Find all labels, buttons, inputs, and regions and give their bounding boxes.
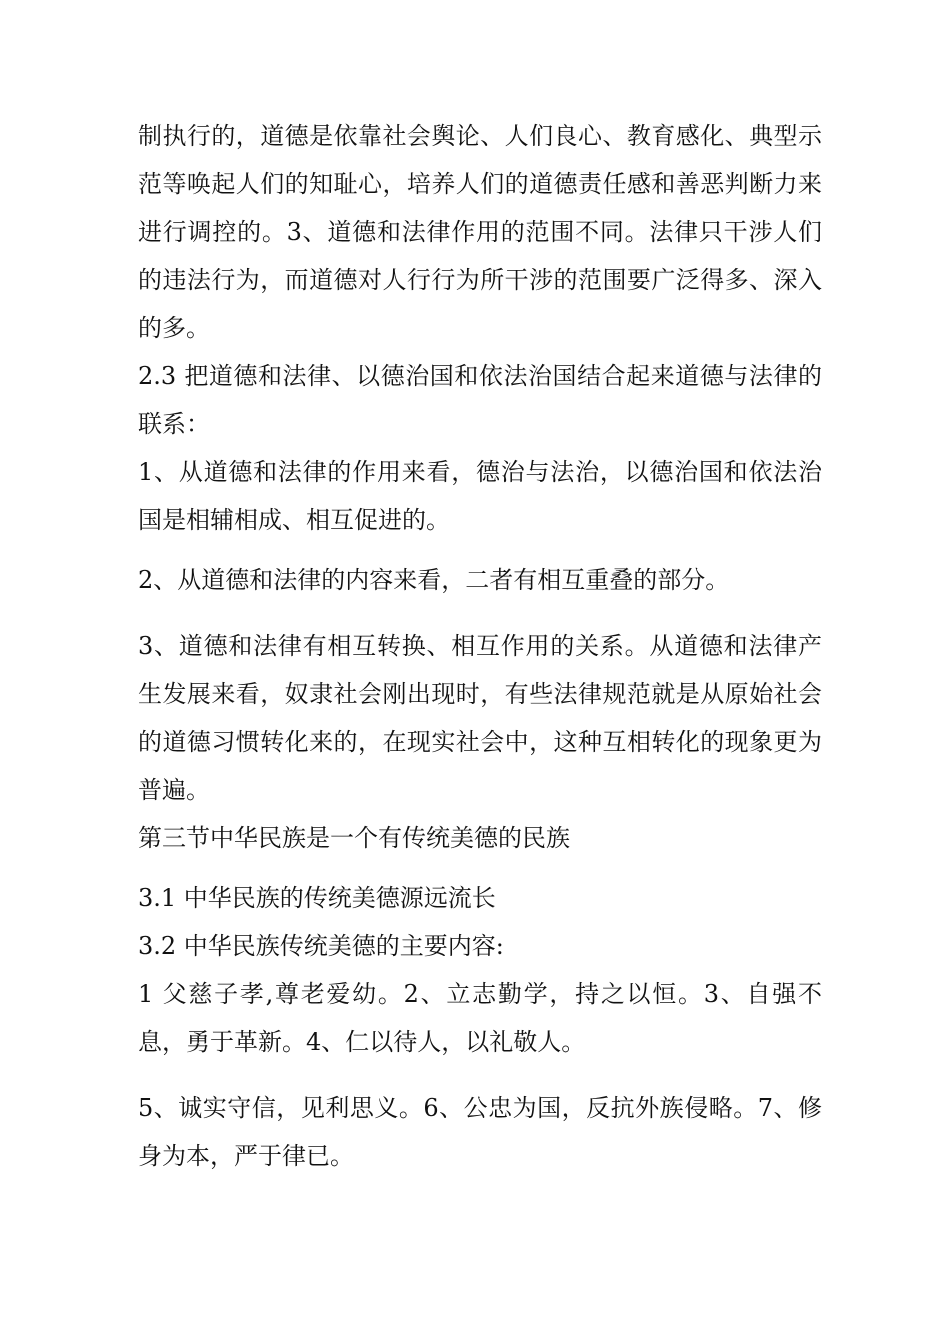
section-heading-2-3: 2.3 把道德和法律、以德治国和依法治国结合起来道德与法律的联系：: [138, 362, 822, 438]
paragraph-virtues-1-4: 1 父慈子孝,尊老爱幼。2、立志勤学，持之以恒。3、自强不息，勇于革新。4、仁以待人，以礼敬人。: [138, 980, 822, 1056]
paragraph-relation-2: 2、从道德和法律的内容来看，二者有相互重叠的部分。: [138, 566, 730, 594]
chapter-heading-section-3: 第三节中华民族是一个有传统美德的民族: [138, 824, 570, 852]
paragraph-virtues-5-7: 5、诚实守信，见利思义。6、公忠为国，反抗外族侵略。7、修身为本，严于律已。: [138, 1094, 822, 1170]
section-heading-3-2: 3.2 中华民族传统美德的主要内容:: [138, 932, 504, 960]
document-body: [138, 112, 822, 1180]
paragraph-relation-3: 3、道德和法律有相互转换、相互作用的关系。从道德和法律产生发展来看，奴隶社会刚出现时，有些法律规范就是从原始社会的道德习惯转化来的，在现实社会中，这种互相转化的现象更为普遍。: [138, 632, 822, 804]
paragraph-law-morality-differences: 制执行的，道德是依靠社会舆论、人们良心、教育感化、典型示范等唤起人们的知耻心，培养人们的道德责任感和善恶判断力来进行调控的。3、道德和法律作用的范围不同。法律只干涉人们的违法行为，而道德对人行行为所干涉的范围要广泛得多、深入的多。: [138, 122, 822, 342]
section-heading-3-1: 3.1 中华民族的传统美德源远流长: [138, 884, 496, 912]
paragraph-relation-1: 1、从道德和法律的作用来看，德治与法治，以德治国和依法治国是相辅相成、相互促进的。: [138, 458, 822, 534]
